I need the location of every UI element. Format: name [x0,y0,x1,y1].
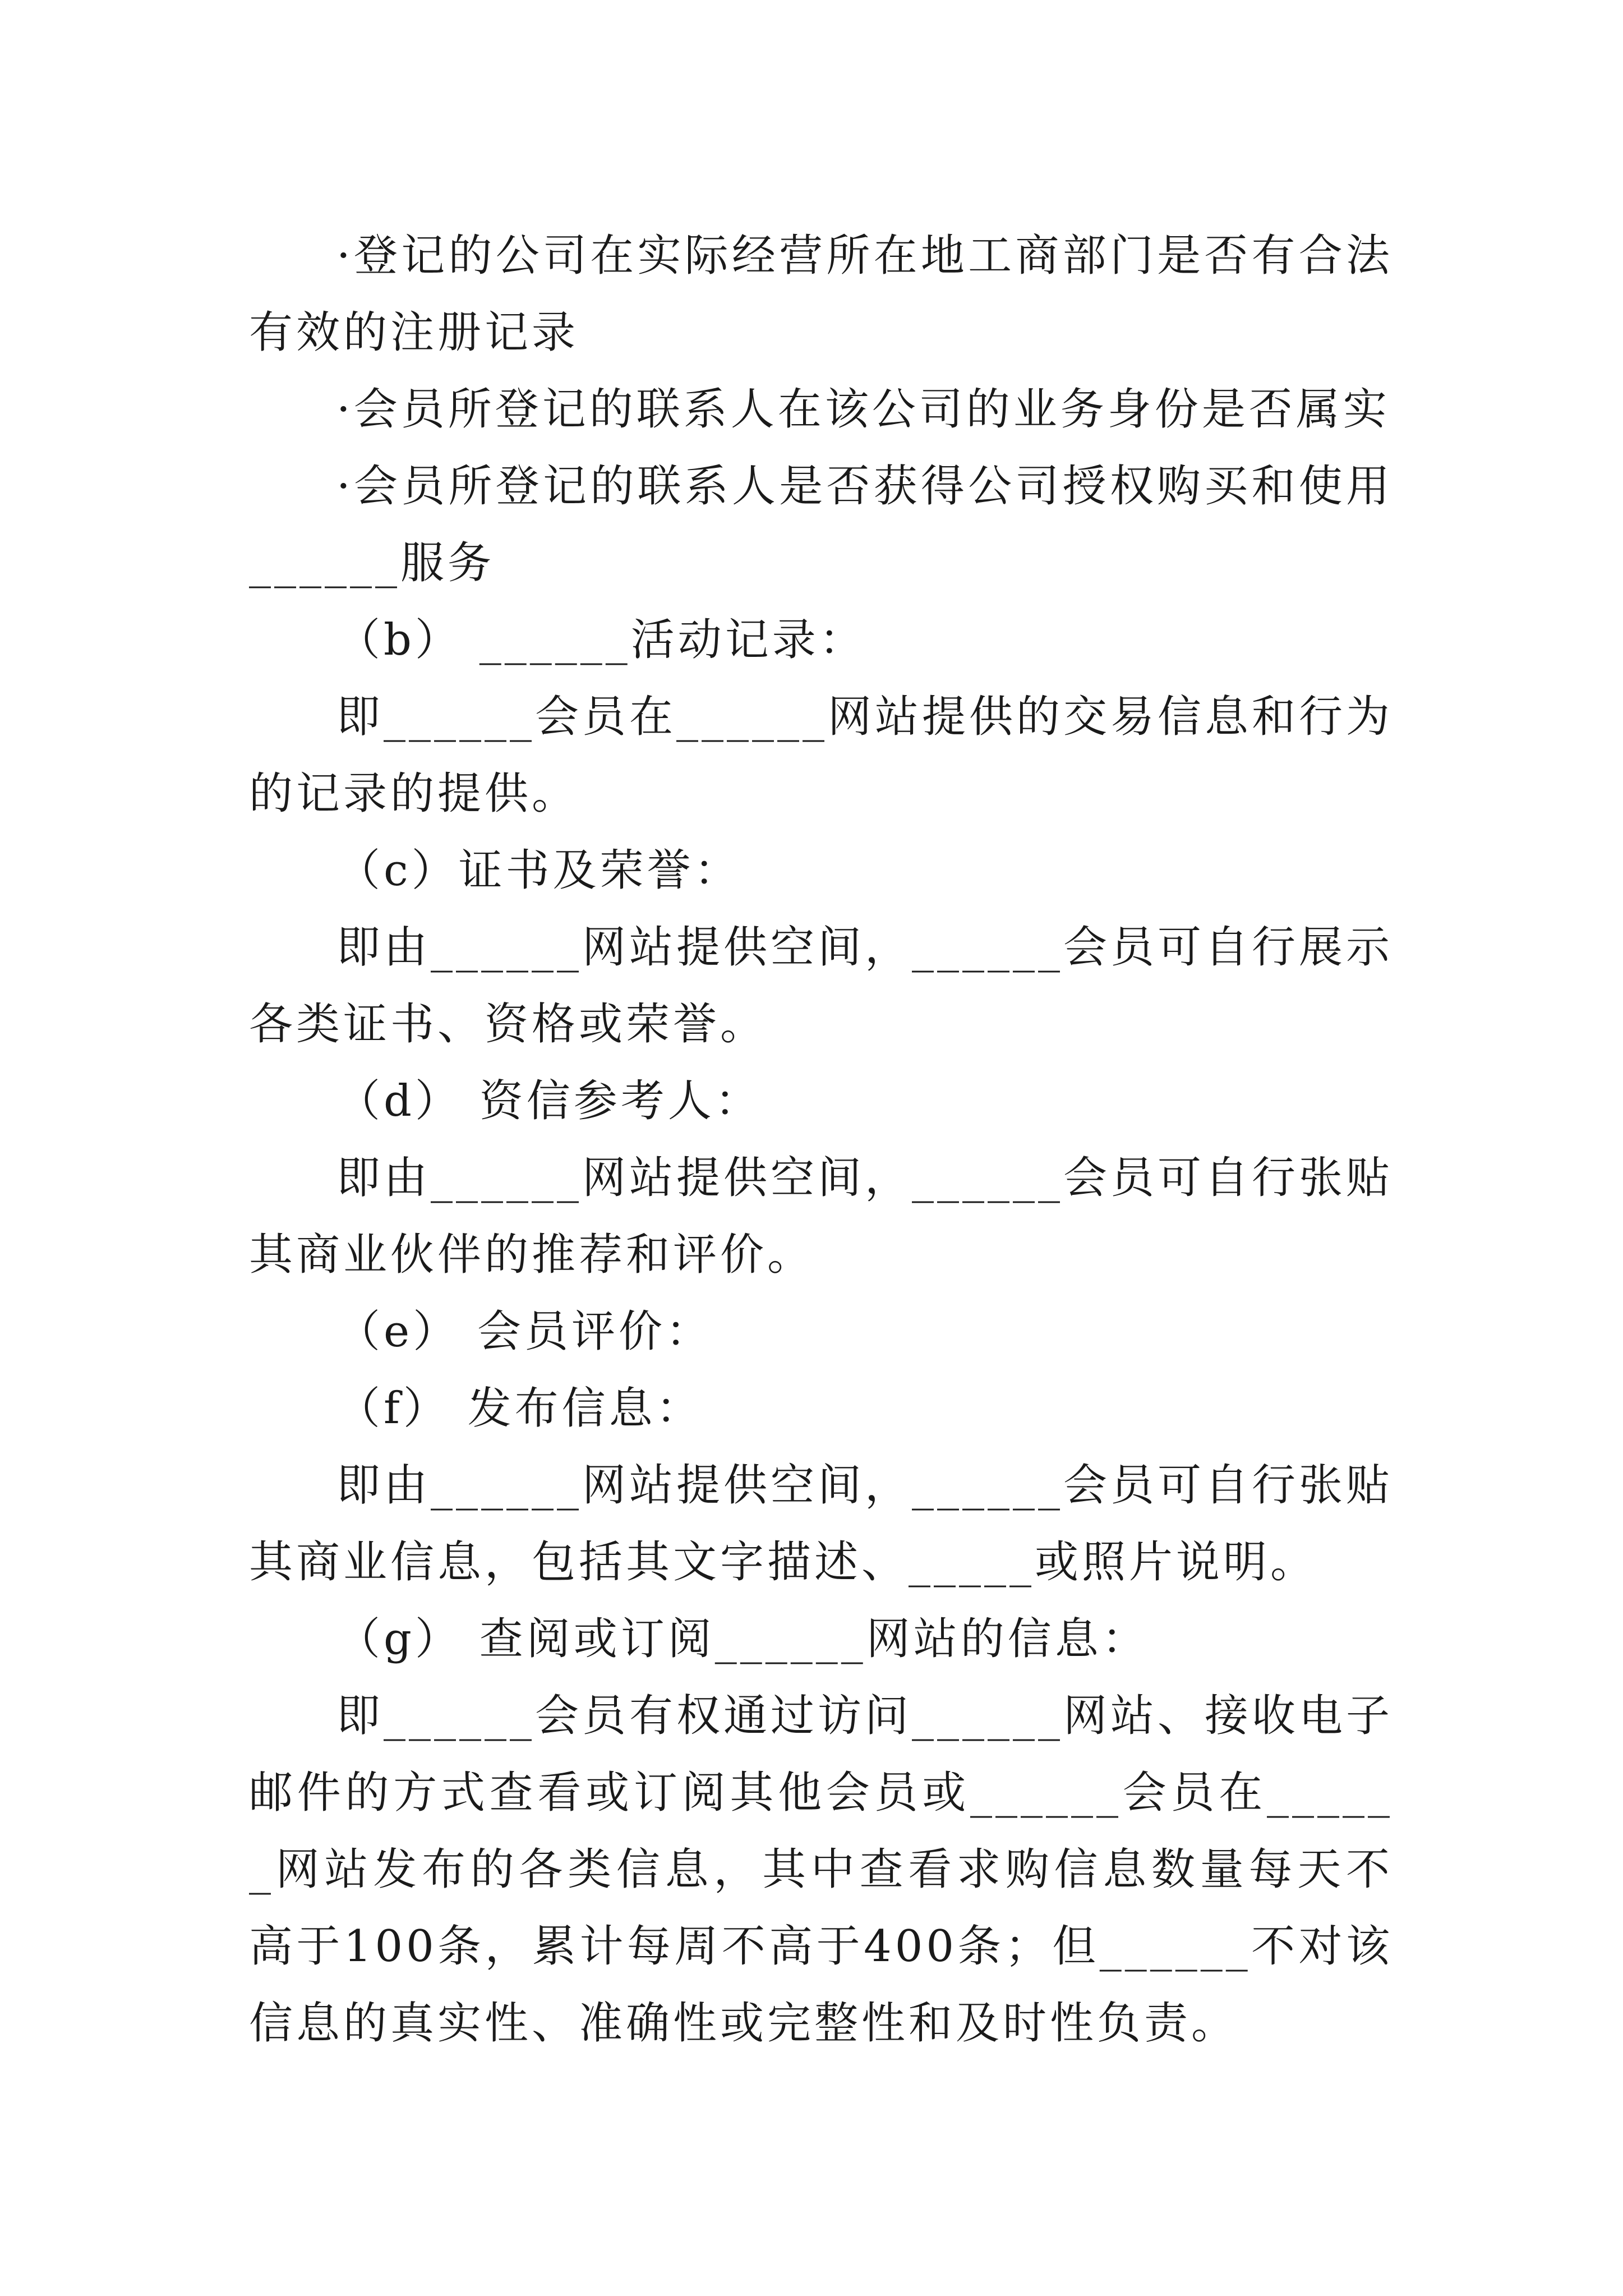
paragraph-publish-info: 即由______网站提供空间，______会员可自行张贴其商业信息，包括其文字描述、_____或照片说明。 [249,1460,1394,1588]
heading-activity-record: （b） ______活动记录： [336,615,866,665]
heading-view-subscribe: （g） 查阅或订阅______网站的信息： [336,1614,1149,1664]
paragraph-contact-authorization: ·会员所登记的联系人是否获得公司授权购买和使用______服务 [249,461,1393,588]
heading-certificates: （c）证书及荣誉： [336,845,741,896]
heading-credit-reference: （d） 资信参考人： [336,1076,762,1126]
paragraph-certificates: 即由______网站提供空间，______会员可自行展示各类证书、资格或荣誉。 [249,922,1394,1050]
document-body [249,218,1393,2062]
heading-member-evaluation: （e） 会员评价： [336,1306,713,1357]
paragraph-credit-reference: 即由______网站提供空间，______会员可自行张贴其商业伙伴的推荐和评价。 [249,1153,1394,1280]
heading-publish-info: （f） 发布信息： [336,1383,703,1434]
paragraph-activity-record: 即______会员在______网站提供的交易信息和行为的记录的提供。 [249,692,1394,819]
paragraph-contact-identity: ·会员所登记的联系人在该公司的业务身份是否属实 [336,384,1390,435]
paragraph-view-subscribe: 即______会员有权通过访问______网站、接收电子邮件的方式查看或订阅其他会员或______会员在______网站发布的各类信息，其中查看求购信息数量每天不高于100条，累计每周不高于400条；但______不对该信息的真实性、准确性或完整性和及时性负责。 [249,1691,1394,2049]
paragraph-registration-record: ·登记的公司在实际经营所在地工商部门是否有合法有效的注册记录 [249,231,1393,358]
